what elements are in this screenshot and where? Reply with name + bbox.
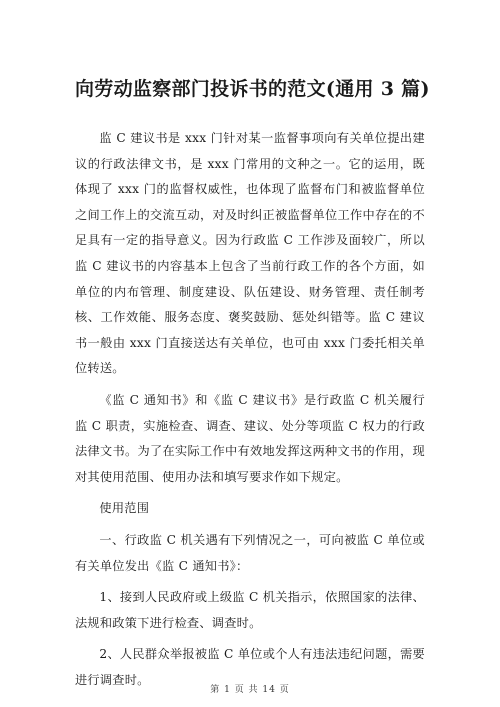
document-body [75,126,425,693]
section-heading: 使用范围 [99,501,150,516]
paragraph: 监 C 建议书是 xxx 门针对某一监督事项向有关单位提出建议的行政法律文书，是 xxx 门常用的文种之一。它的运用，既体现了 xxx 门的监督权威性，也体现了监督布门和被监督单位之间工作上的交流互动，对及时纠正被监督单位工作中存在的不足具有一定的指导意义。因为行政监 C 工作涉及面较广，所以监 C 建议书的内容基本上包含了当前行政工作的各个方面，如单位的内布管理、制度建设、队伍建设、财务管理、责任制考核、工作效能、服务态度、褒奖鼓励、惩处纠错等。监 C 建议书一般由 xxx 门直接送达有关单位，也可由 xxx 门委托相关单位转送。 [75,131,425,376]
page-footer [0,682,500,695]
page-number: 第 1 页 共 14 页 [210,685,290,695]
document-title: 向劳动监察部门投诉书的范文(通用 3 篇) [75,78,430,100]
list-item: 2、人民群众举报被监 C 单位或个人有违法违纪问题，需要进行调查时。 [75,647,425,687]
list-item: 1、接到人民政府或上级监 C 机关指示，依照国家的法律、法规和政策下进行检查、调查时。 [75,590,425,630]
paragraph: 一、行政监 C 机关遇有下列情况之一，可向被监 C 单位或有关单位发出《监 C 通知书》： [75,532,425,573]
paragraph: 《监 C 通知书》和《监 C 建议书》是行政监 C 机关履行监 C 职责，实施检查、调查、建议、处分等项监 C 权力的行政法律文书。为了在实际工作中有效地发挥这两种文书的作用，现对其使用范围、使用办法和填写要求作如下规定。 [75,392,425,484]
